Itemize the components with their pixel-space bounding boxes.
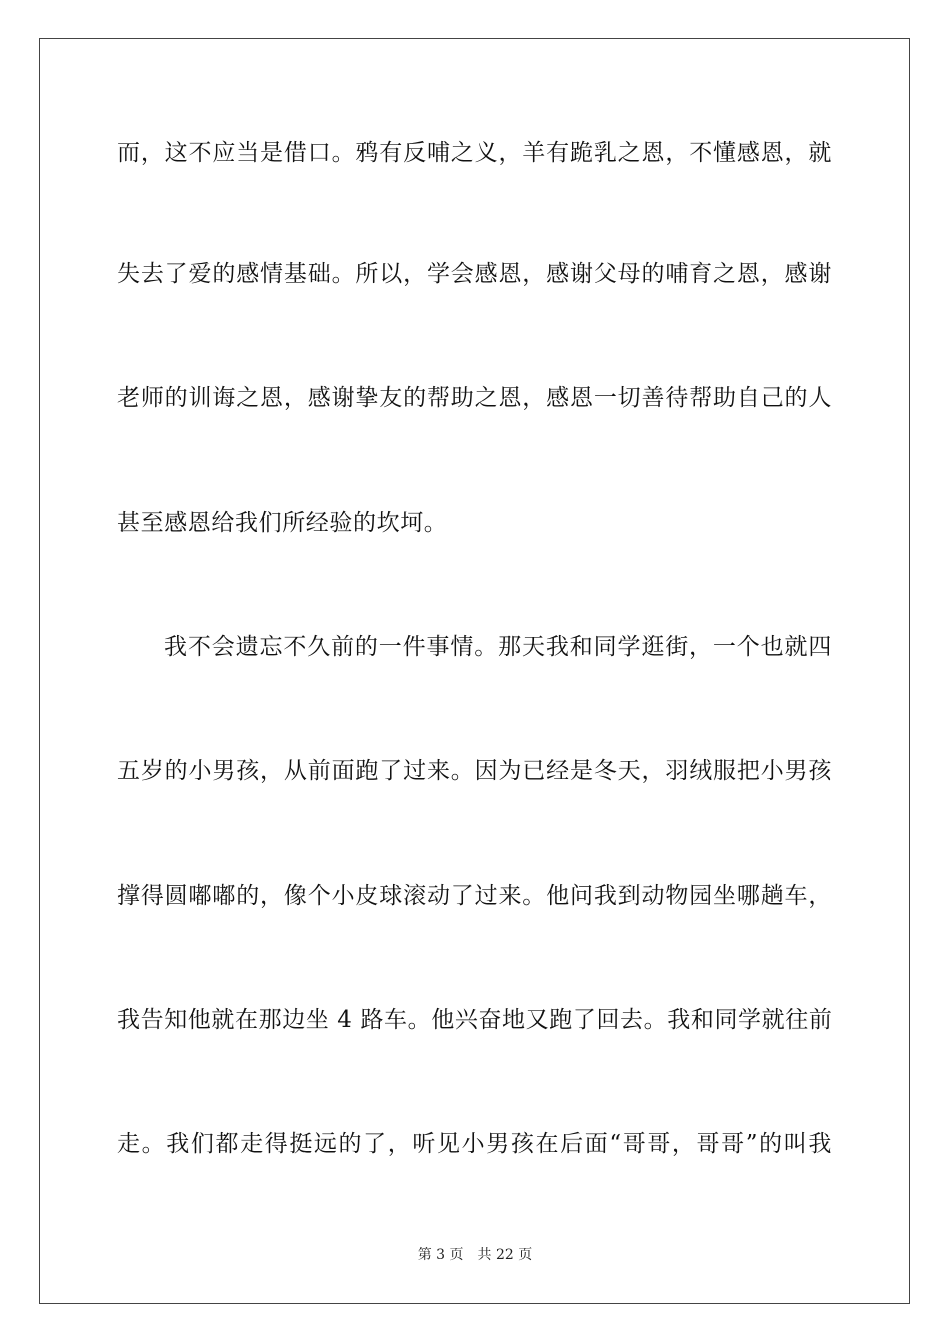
text-line-3: 老师的训诲之恩，感谢挚友的帮助之恩，感恩一切善待帮助自己的人 [117,385,832,411]
text-line-6: 五岁的小男孩，从前面跑了过来。因为已经是冬天，羽绒服把小男孩 [117,758,832,784]
total-pages: 共 22 页 [477,1247,533,1263]
text-line-1: 而，这不应当是借口。鸦有反哺之义，羊有跪乳之恩，不懂感恩，就 [117,140,832,166]
text-line-8: 我告知他就在那边坐 4 路车。他兴奋地又跑了回去。我和同学就往前 [117,1007,833,1033]
text-line-7: 撑得圆嘟嘟的，像个小皮球滚动了过来。他问我到动物园坐哪趟车， [117,883,832,909]
text-line-9: 走。我们都走得挺远的了，听见小男孩在后面“哥哥，哥哥”的叫我 [117,1131,832,1157]
page-border [39,38,910,1304]
text-line-5-paragraph-start: 我不会遗忘不久前的一件事情。那天我和同学逛街，一个也就四 [164,634,832,660]
text-line-2: 失去了爱的感情基础。所以，学会感恩，感谢父母的哺育之恩，感谢 [117,261,832,287]
page-number: 第 3 页 [417,1247,464,1263]
page-footer [0,1246,950,1264]
text-line-4: 甚至感恩给我们所经验的坎坷。 [117,510,448,536]
